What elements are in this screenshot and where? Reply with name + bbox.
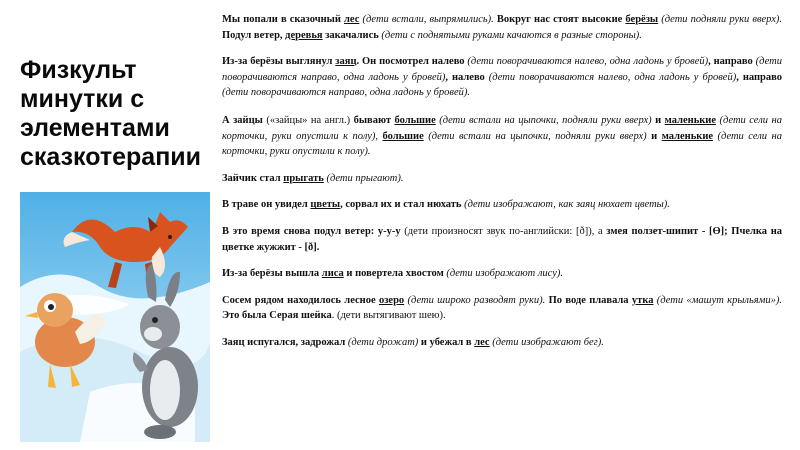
story-text: Зайчик стал — [222, 172, 284, 184]
instruction: (дети встали на цыпочки, подняли руки вверх) — [423, 130, 647, 142]
story-text: , направо — [736, 71, 782, 83]
story-text: Заяц испугался, задрожал — [222, 336, 346, 348]
text-paragraph — [222, 54, 782, 101]
story-text: , сорвал их и стал нюхать — [340, 199, 462, 211]
keyword: утка — [631, 294, 654, 306]
instruction: (дети поворачиваются направо, одна ладонь у бровей) — [222, 56, 782, 83]
keyword: лес — [474, 336, 490, 348]
text-paragraph — [222, 335, 782, 351]
keyword: цветы — [310, 199, 341, 211]
keyword: прыгать — [283, 172, 324, 184]
instruction: (дети с поднятыми руками качаются в разные стороны). — [378, 29, 642, 41]
story-text: В это время снова подул ветер: у-у-у — [222, 225, 401, 237]
text-paragraph — [222, 113, 782, 160]
story-text: Вокруг нас стоят высокие — [493, 14, 626, 25]
story-text: и — [651, 114, 665, 126]
story-text: Из-за берёзы вышла — [222, 268, 322, 280]
instruction: (дети изображают, как заяц нюхает цветы). — [461, 199, 670, 211]
instruction: (дети «машут крыльями»). — [653, 294, 782, 306]
keyword: маленькие — [664, 114, 717, 126]
story-text: . Он посмотрел налево — [356, 56, 465, 68]
story-text: Это была Серая шейка — [222, 310, 332, 322]
keyword: большие — [382, 130, 424, 142]
story-text: В траве он увидел — [222, 199, 311, 211]
story-text: Из-за берёзы выглянул — [222, 56, 336, 68]
story-text: , направо — [708, 56, 753, 68]
story-text: Подул ветер, — [222, 29, 286, 41]
instruction: (дети поворачиваются направо, одна ладонь у бровей). — [222, 87, 471, 99]
instruction: (дети дрожат) — [345, 336, 419, 348]
fairy-tale-illustration — [20, 192, 210, 442]
story-text: змея ползет-шипит - [Ɵ]; Пчелка на цветке жужжит - [ð]. — [222, 225, 782, 253]
instruction: (дети прыгают). — [323, 172, 404, 184]
instruction: (дети поворачиваются налево, одна ладонь у бровей) — [464, 56, 709, 68]
keyword: большие — [394, 114, 436, 126]
keyword: маленькие — [661, 130, 714, 142]
story-text: Сосем рядом находилось лесное — [222, 294, 379, 306]
story-text: . (дети вытягивают шею). — [331, 310, 446, 322]
story-text: (дети произносят звук по-английски: [ð]), а — [400, 225, 607, 237]
text-paragraph — [222, 197, 782, 213]
instruction: (дети широко разводят руки). — [404, 294, 546, 306]
story-text: По воде плавала — [545, 294, 632, 306]
keyword: лиса — [321, 268, 344, 280]
exercise-text — [222, 12, 782, 362]
story-text: и — [646, 130, 662, 142]
text-paragraph — [222, 12, 782, 43]
story-text: («зайцы» на англ.) — [266, 114, 351, 126]
story-text: закачались — [322, 29, 379, 41]
instruction: (дети встали на цыпочки, подняли руки вверх) — [435, 114, 652, 126]
instruction: (дети изображают лису). — [443, 268, 564, 280]
text-paragraph — [222, 224, 782, 255]
instruction: (дети изображают бег). — [489, 336, 604, 348]
story-text: бывают — [350, 114, 395, 126]
text-paragraph — [222, 171, 782, 187]
instruction: (дети сели на корточки, руки опустили к полу). — [222, 130, 782, 158]
story-text: А зайцы — [222, 114, 267, 126]
instruction: (дети подняли руки вверх). — [658, 14, 782, 25]
instruction: (дети сели на корточки, руки опустили к полу), — [222, 114, 782, 142]
slide-title: Физкульт минутки с элементами сказкотерапии — [20, 56, 202, 171]
keyword: берёзы — [625, 14, 659, 25]
instruction: (дети поворачиваются налево, одна ладонь у бровей) — [484, 71, 737, 83]
story-text: Мы попали в сказочный — [222, 14, 345, 25]
keyword: заяц — [335, 56, 357, 68]
text-paragraph — [222, 266, 782, 282]
instruction: (дети встали, выпрямились). — [359, 14, 494, 25]
story-text: и убежал в — [418, 336, 475, 348]
text-paragraph — [222, 293, 782, 324]
keyword: озеро — [378, 294, 405, 306]
keyword: деревья — [285, 29, 323, 41]
story-text: и повертела хвостом — [343, 268, 444, 280]
keyword: лес — [344, 14, 360, 25]
story-text: , налево — [445, 71, 485, 83]
